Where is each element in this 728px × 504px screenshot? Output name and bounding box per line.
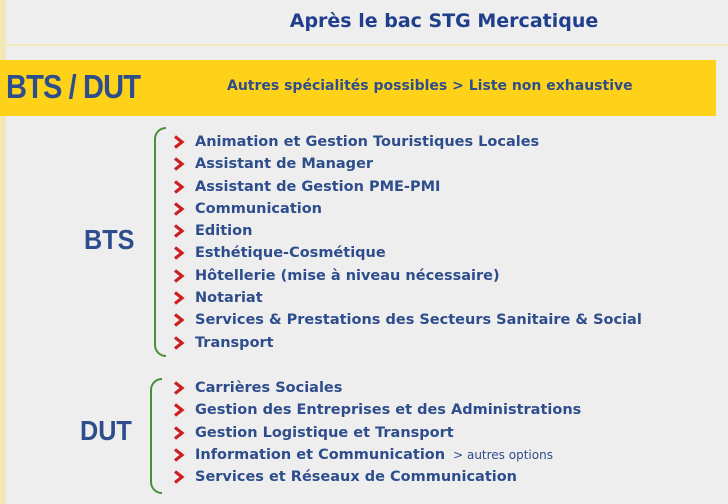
page-title: Après le bac STG Mercatique: [289, 10, 599, 32]
bts-item-label: Esthétique-Cosmétique: [195, 245, 386, 262]
chevron-right-icon: [171, 470, 187, 484]
dut-list-item: [171, 444, 581, 466]
dut-list: [171, 377, 581, 488]
bts-list-item: [171, 265, 642, 287]
bts-list-item: [171, 220, 642, 242]
chevron-right-icon: [171, 224, 187, 238]
bts-bracket: [154, 127, 166, 357]
bts-list-item: [171, 176, 642, 198]
chevron-right-icon: [171, 202, 187, 216]
chevron-right-icon: [171, 180, 187, 194]
chevron-right-icon: [171, 381, 187, 395]
dut-label: DUT: [80, 415, 132, 446]
bts-list-item: [171, 242, 642, 264]
bts-item-label: Hôtellerie (mise à niveau nécessaire): [195, 267, 500, 284]
dut-list-item: [171, 422, 581, 444]
chevron-right-icon: [171, 135, 187, 149]
bts-item-label: Assistant de Gestion PME-PMI: [195, 178, 441, 195]
bts-item-label: Transport: [195, 334, 274, 351]
dut-list-item: [171, 466, 581, 488]
chevron-right-icon: [171, 426, 187, 440]
dut-item-label: Carrières Sociales: [195, 380, 343, 396]
chevron-right-icon: [171, 336, 187, 350]
bts-list-item: [171, 332, 642, 354]
chevron-right-icon: [171, 448, 187, 462]
dut-item-label: Gestion des Entreprises et des Administrations: [195, 402, 582, 419]
chevron-right-icon: [171, 269, 187, 283]
more-options-note: > autres options: [453, 447, 553, 462]
bts-item-label: Notariat: [195, 290, 263, 307]
top-accent-line: [0, 44, 728, 46]
dut-item-label: Services et Réseaux de Communication: [195, 469, 518, 486]
bts-item-label: Edition: [195, 223, 253, 240]
band-subtitle: Autres spécialités possibles > Liste non exhaustive: [227, 78, 633, 94]
chevron-right-icon: [171, 313, 187, 327]
chevron-right-icon: [171, 157, 187, 171]
bts-item-label: Animation et Gestion Touristiques Locales: [195, 134, 540, 150]
bts-item-label: Assistant de Manager: [195, 156, 374, 173]
bts-item-label: Services & Prestations des Secteurs Sanitaire & Social: [195, 312, 642, 329]
dut-item-label: Gestion Logistique et Transport: [195, 424, 454, 441]
bts-list-item: [171, 309, 642, 331]
dut-list-item: [171, 377, 581, 399]
band-title: BTS / DUT: [6, 68, 141, 105]
chevron-right-icon: [171, 246, 187, 260]
dut-list-item: [171, 399, 581, 421]
bts-label: BTS: [84, 224, 135, 255]
dut-item-label: Information et Communication: [195, 446, 446, 463]
chevron-right-icon: [171, 403, 187, 417]
bts-list: [171, 131, 642, 354]
dut-bracket: [150, 378, 162, 494]
bts-list-item: [171, 153, 642, 175]
bts-list-item: [171, 131, 642, 153]
bts-item-label: Communication: [195, 200, 323, 217]
bts-list-item: [171, 287, 642, 309]
bts-list-item: [171, 198, 642, 220]
chevron-right-icon: [171, 291, 187, 305]
